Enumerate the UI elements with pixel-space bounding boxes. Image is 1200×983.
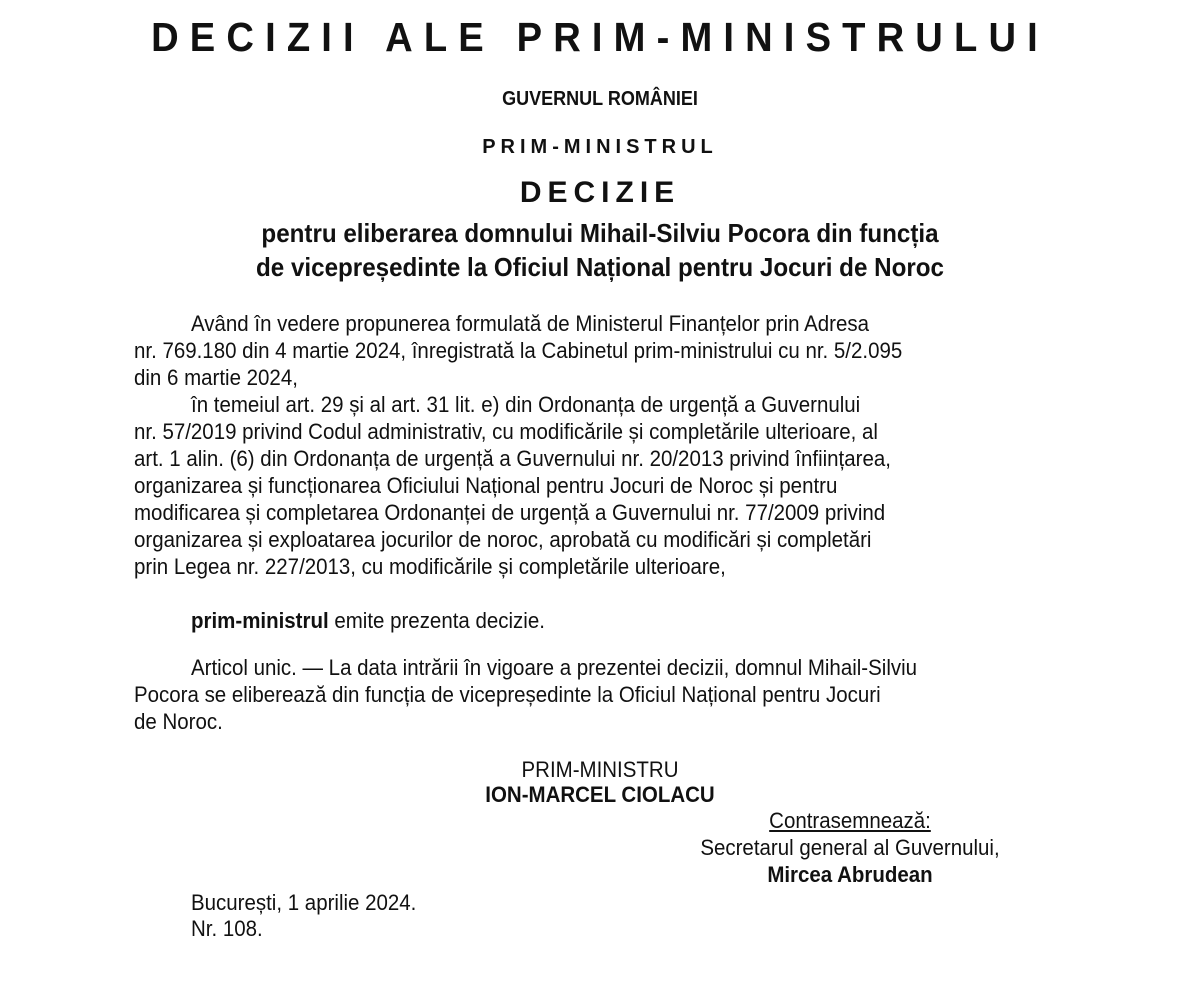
decision-subject-line-2: de vicepreședinte la Oficiul Național pentru Jocuri de Noroc	[256, 252, 944, 282]
preamble-line: art. 1 alin. (6) din Ordonanța de urgență a Guvernului nr. 20/2013 privind înființarea,	[134, 446, 891, 471]
government-heading: GUVERNUL ROMÂNIEI	[502, 88, 698, 110]
article-line: Articol unic. — La data intrării în vigoare a prezentei decizii, domnul Mihail-Silviu	[191, 655, 918, 680]
enacting-clause	[191, 608, 545, 634]
preamble-line: prin Legea nr. 227/2013, cu modificările și completările ulterioare,	[134, 554, 726, 579]
preamble-line: organizarea și funcționarea Oficiului Național pentru Jocuri de Noroc și pentru	[134, 473, 838, 498]
signature-name: ION-MARCEL CIOLACU	[485, 782, 715, 807]
preamble-line: în temeiul art. 29 și al art. 31 lit. e) din Ordonanța de urgență a Guvernului	[191, 392, 861, 417]
countersign-role: Secretarul general al Guvernului,	[700, 835, 1000, 860]
place-date: București, 1 aprilie 2024.	[191, 890, 417, 915]
decision-type: DECIZIE	[519, 176, 681, 209]
preamble-line: Având în vedere propunerea formulată de Ministerul Finanțelor prin Adresa	[191, 311, 869, 336]
preamble-line: din 6 martie 2024,	[134, 365, 298, 390]
preamble-line: organizarea și exploatarea jocurilor de noroc, aprobată cu modificări și completări	[134, 527, 872, 552]
signature-title: PRIM-MINISTRU	[521, 757, 679, 782]
enacting-bold: prim-ministrul	[191, 608, 329, 633]
decision-subject-line-1: pentru eliberarea domnului Mihail-Silviu Pocora din funcția	[261, 218, 939, 248]
article-line: Pocora se eliberează din funcția de vicepreședinte la Oficiul Național pentru Jocuri	[134, 682, 881, 707]
countersign-name: Mircea Abrudean	[767, 862, 933, 887]
main-title: DECIZII ALE PRIM-MINISTRULUI	[151, 14, 1049, 60]
preamble-line: nr. 769.180 din 4 martie 2024, înregistrată la Cabinetul prim-ministrului cu nr. 5/2.095	[134, 338, 903, 363]
article-line: de Noroc.	[134, 709, 223, 734]
decision-number: Nr. 108.	[191, 916, 263, 941]
preamble-line: nr. 57/2019 privind Codul administrativ, cu modificările și completările ulterioare, al	[134, 419, 878, 444]
issuer-heading: PRIM-MINISTRUL	[482, 136, 718, 158]
preamble-line: modificarea și completarea Ordonanței de urgență a Guvernului nr. 77/2009 privind	[134, 500, 886, 525]
enacting-rest: emite prezenta decizie.	[328, 608, 545, 633]
countersign-label: Contrasemnează:	[769, 808, 931, 833]
